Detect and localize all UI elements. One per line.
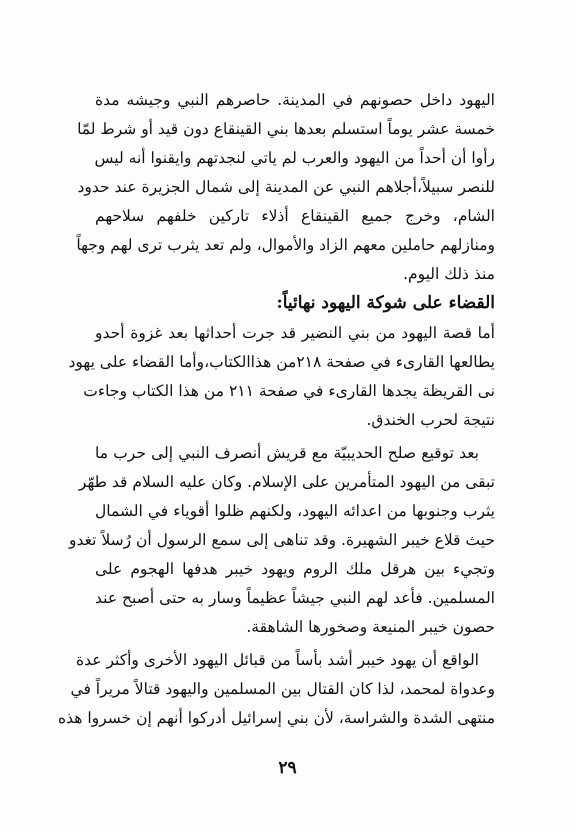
text-line: وتجيء بين هرقل ملك الروم ويهود خيبر هدفها الهجوم على (95, 560, 495, 578)
text-line: بعد توقيع صلح الحديبيّة مع قريش أنصرف النبي إلى حرب ما (95, 444, 479, 462)
text-line: ومنازلهم حاملين معهم الزاد والأموال، ولم تعد يثرب ترى لهم وجهاً (76, 236, 495, 254)
text-line: وعدواة لمحمد، لذا كان القتال بين المسلمين واليهود قتالاً مريراً في (70, 680, 495, 698)
text-line: يثرب وجنوبها من اعدائه اليهود، ولكنهم ظلوا أقوياء في الشمال (95, 502, 495, 520)
text-line: أما قصة اليهود من بني النضير قد جرت أحداثها بعد غزوة أحدو (95, 324, 495, 342)
paragraph-4 (58, 646, 495, 733)
text-line: نى القريظة يجدها القارىء في صفحة ٢١١ من هذا الكتاب وجاءت (83, 382, 495, 400)
text-line: حيث قلاع خيبر الشهيرة. وقد تناهى إلى سمع الرسول أن رُسلاً تغدو (69, 531, 495, 549)
text-line: رأوا أن أحداً من اليهود والعرب لم ياتي لنجدتهم وايقنوا أنه ليس (94, 149, 495, 167)
paragraph-1 (76, 86, 495, 289)
text-line: حصون خيبر المنيعة وصخورها الشاهقة. (246, 618, 495, 636)
text-line: يطالعها القارىء في صفحة ٢١٨من هذاالكتاب،وأما القضاء على يهود (68, 353, 495, 371)
text-line: منتهى الشدة والشراسة، لأن بني إسرائيل أدركوا أنهم إن خسروا هذه (58, 709, 495, 727)
text-line: للنصر سبيلاً،أجلاهم النبي عن المدينة إلى شمال الجزيرة عند حدود (77, 178, 495, 196)
text-line: الشام، وخرج جميع القينقاع أذلاء تاركين خلفهم سلاحهم (95, 207, 495, 225)
text-line: تبقى من اليهود المتأمرين على الإسلام. وكان عليه السلام قد طهّر (78, 473, 495, 491)
page-body (58, 86, 495, 733)
text-line: الواقع أن يهود خيبر أشد بأساً من قبائل اليهود الأخرى وأكثر عدة (76, 651, 479, 669)
text-line: منذ ذلك اليوم. (403, 265, 495, 283)
paragraph-2 (68, 319, 495, 435)
text-line: المسلمين. فأعد لهم النبي جيشاً عظيماً وسار به حتى أصبح عند (95, 589, 495, 607)
text-line: نتيجة لحرب الخندق. (366, 411, 495, 429)
text-line: اليهود داخل حصونهم في المدينة. حاصرهم النبي وجيشه مدة (95, 91, 495, 109)
paragraph-3 (69, 439, 495, 642)
page-number: ٢٩ (278, 758, 297, 778)
section-heading: القضاء على شوكة اليهود نهائياً: (276, 293, 495, 313)
text-line: خمسة عشر يوماً استسلم بعدها بني القينقاع دون قيد أو شرط لمّا (77, 120, 495, 138)
